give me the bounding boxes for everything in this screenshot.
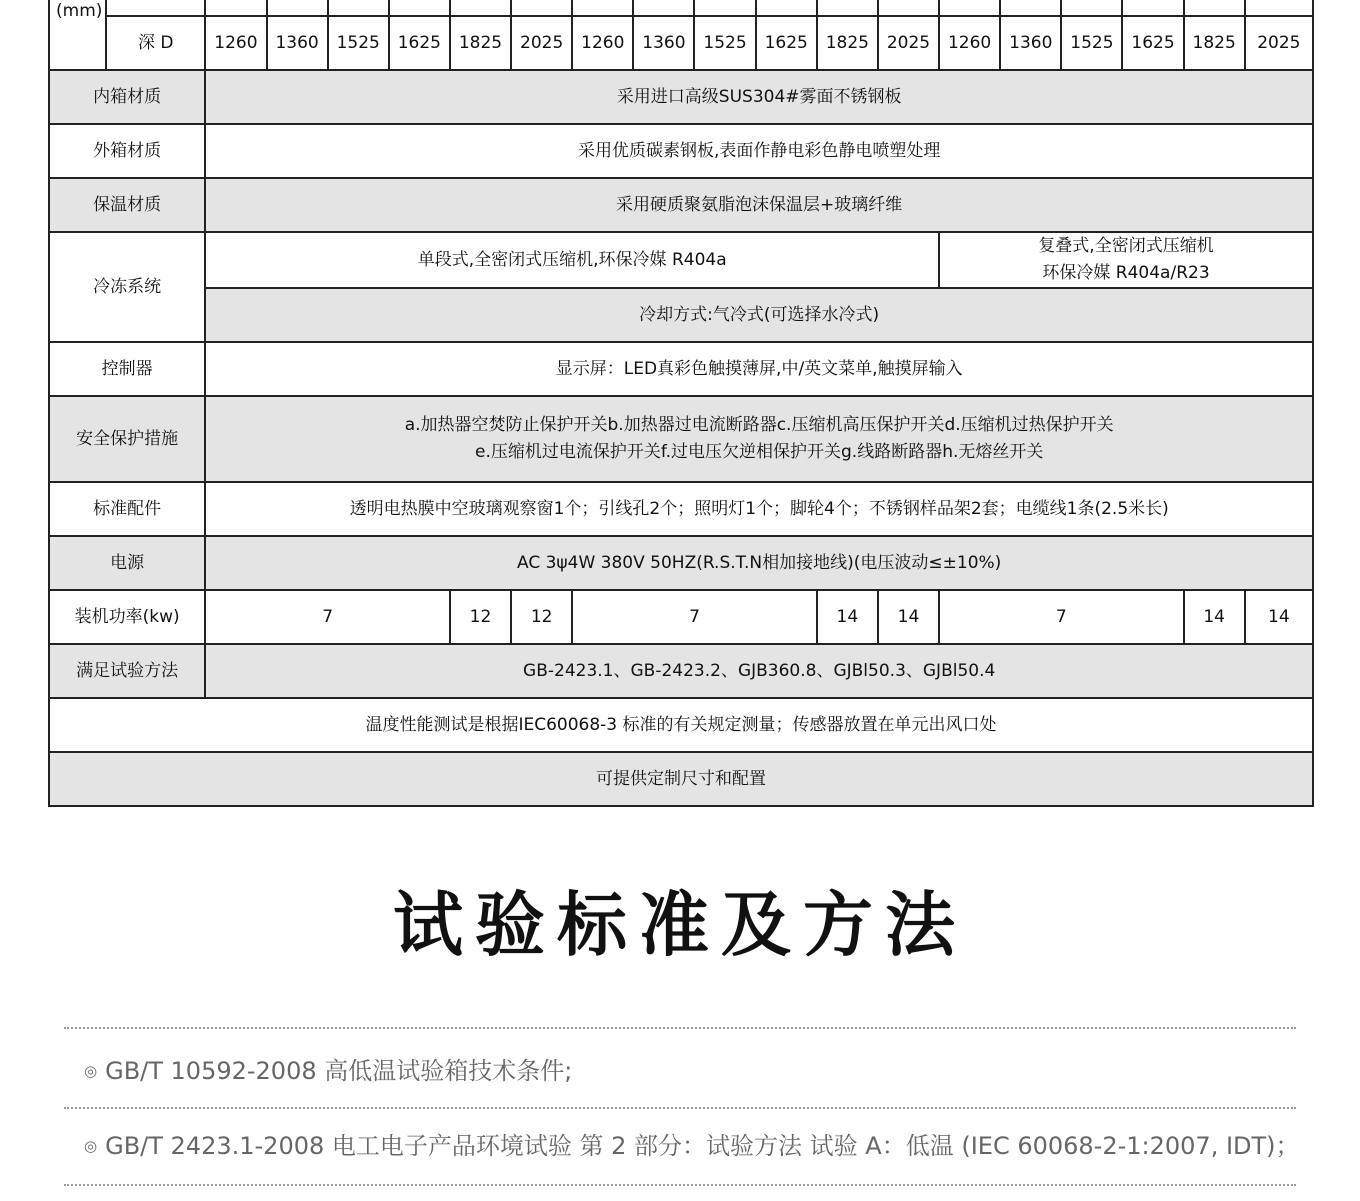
power-value: 7 [572,590,817,644]
cooling-value: 冷却方式:气冷式(可选择水冷式) [205,288,1313,342]
custom-note: 可提供定制尺寸和配置 [49,752,1313,806]
row-label: 冷冻系统 [49,232,205,342]
standard-text: GB/T 10592-2008 高低温试验箱技术条件; [105,1057,573,1085]
bullet-icon: ◎ [84,1062,98,1080]
unit-label: (mm) [56,1,103,21]
depth-value: 1525 [694,16,755,70]
refrigeration-row [49,232,1313,288]
spec-top-partial-row [49,0,1313,16]
power-value: 14 [1184,590,1245,644]
depth-value: 1625 [756,16,817,70]
depth-value: 1260 [205,16,266,70]
depth-row [49,16,1313,70]
row-value: 采用进口高级SUS304#雾面不锈钢板 [205,70,1313,124]
power-value: 14 [878,590,939,644]
power-value: 14 [817,590,878,644]
depth-value: 2025 [1245,16,1313,70]
blank-cell [106,0,205,16]
row-label: 满足试验方法 [49,644,205,698]
depth-value: 1260 [939,16,1000,70]
spec-table [48,0,1314,807]
row-label: 安全保护措施 [49,396,205,482]
depth-label: 深 D [106,16,205,70]
installed-power-row [49,590,1313,644]
power-value: 7 [205,590,450,644]
row-label: 外箱材质 [49,124,205,178]
row-value: GB-2423.1、GB-2423.2、GJB360.8、GJBl50.3、GJBl50.4 [205,644,1313,698]
depth-value: 1360 [1000,16,1061,70]
row-label: 保温材质 [49,178,205,232]
bullet-icon: ◎ [84,1137,98,1155]
depth-value: 1825 [1184,16,1245,70]
row-value [205,396,1313,482]
section-title: 试验标准及方法 [393,884,967,966]
row-label: 控制器 [49,342,205,396]
accessories-row [49,482,1313,536]
row-label: 装机功率(kw) [49,590,205,644]
power-value: 12 [511,590,572,644]
cascade-value [939,232,1313,288]
dotted-divider [64,1184,1296,1186]
safety-line-1: a.加热器空焚防止保护开关b.加热器过电流断路器c.压缩机高压保护开关d.压缩机过热保护开关 [404,415,1114,435]
dotted-divider [64,1107,1296,1109]
insulation-row [49,178,1313,232]
standard-text: GB/T 2423.1-2008 电工电子产品环境试验 第 2 部分：试验方法 试验 A：低温 (IEC 60068-2-1:2007, IDT)； [105,1132,1300,1160]
row-value: 透明电热膜中空玻璃观察窗1个；引线孔2个；照明灯1个；脚轮4个；不锈钢样品架2套；电缆线1条(2.5米长) [205,482,1313,536]
sensor-note-row [49,698,1313,752]
custom-note-row [49,752,1313,806]
row-label: 内箱材质 [49,70,205,124]
row-label: 电源 [49,536,205,590]
cascade-line-2: 环保冷媒 R404a/R23 [1042,263,1210,283]
depth-value: 1360 [267,16,328,70]
dotted-divider [64,1027,1296,1029]
depth-value: 2025 [511,16,572,70]
controller-row [49,342,1313,396]
safety-line-2: e.压缩机过电流保护开关f.过电压欠逆相保护开关g.线路断路器h.无熔丝开关 [474,442,1044,462]
depth-value: 1360 [633,16,694,70]
power-value: 14 [1245,590,1313,644]
row-value: 采用优质碳素钢板,表面作静电彩色静电喷塑处理 [205,124,1313,178]
power-row [49,536,1313,590]
unit-cell [49,0,106,70]
depth-value: 1625 [389,16,450,70]
row-value: AC 3ψ4W 380V 50HZ(R.S.T.N相加接地线)(电压波动≤±10%) [205,536,1313,590]
inner-material-row [49,70,1313,124]
standard-item [84,1129,1300,1163]
depth-value: 1625 [1122,16,1183,70]
cascade-line-1: 复叠式,全密闭式压缩机 [1038,236,1214,256]
cooling-row [49,288,1313,342]
depth-value: 1825 [450,16,511,70]
depth-value: 2025 [878,16,939,70]
row-value: 采用硬质聚氨脂泡沫保温层+玻璃纤维 [205,178,1313,232]
power-value: 7 [939,590,1184,644]
depth-value: 1260 [572,16,633,70]
depth-value: 1525 [1061,16,1122,70]
single-stage-value: 单段式,全密闭式压缩机,环保冷媒 R404a [205,232,939,288]
outer-material-row [49,124,1313,178]
sensor-note: 温度性能测试是根据IEC60068-3 标准的有关规定测量；传感器放置在单元出风口处 [49,698,1313,752]
row-value: 显示屏：LED真彩色触摸薄屏,中/英文菜单,触摸屏输入 [205,342,1313,396]
power-value: 12 [450,590,511,644]
row-label: 标准配件 [49,482,205,536]
depth-value: 1825 [817,16,878,70]
depth-value: 1525 [328,16,389,70]
test-methods-row [49,644,1313,698]
standard-item [84,1054,572,1088]
safety-row [49,396,1313,482]
